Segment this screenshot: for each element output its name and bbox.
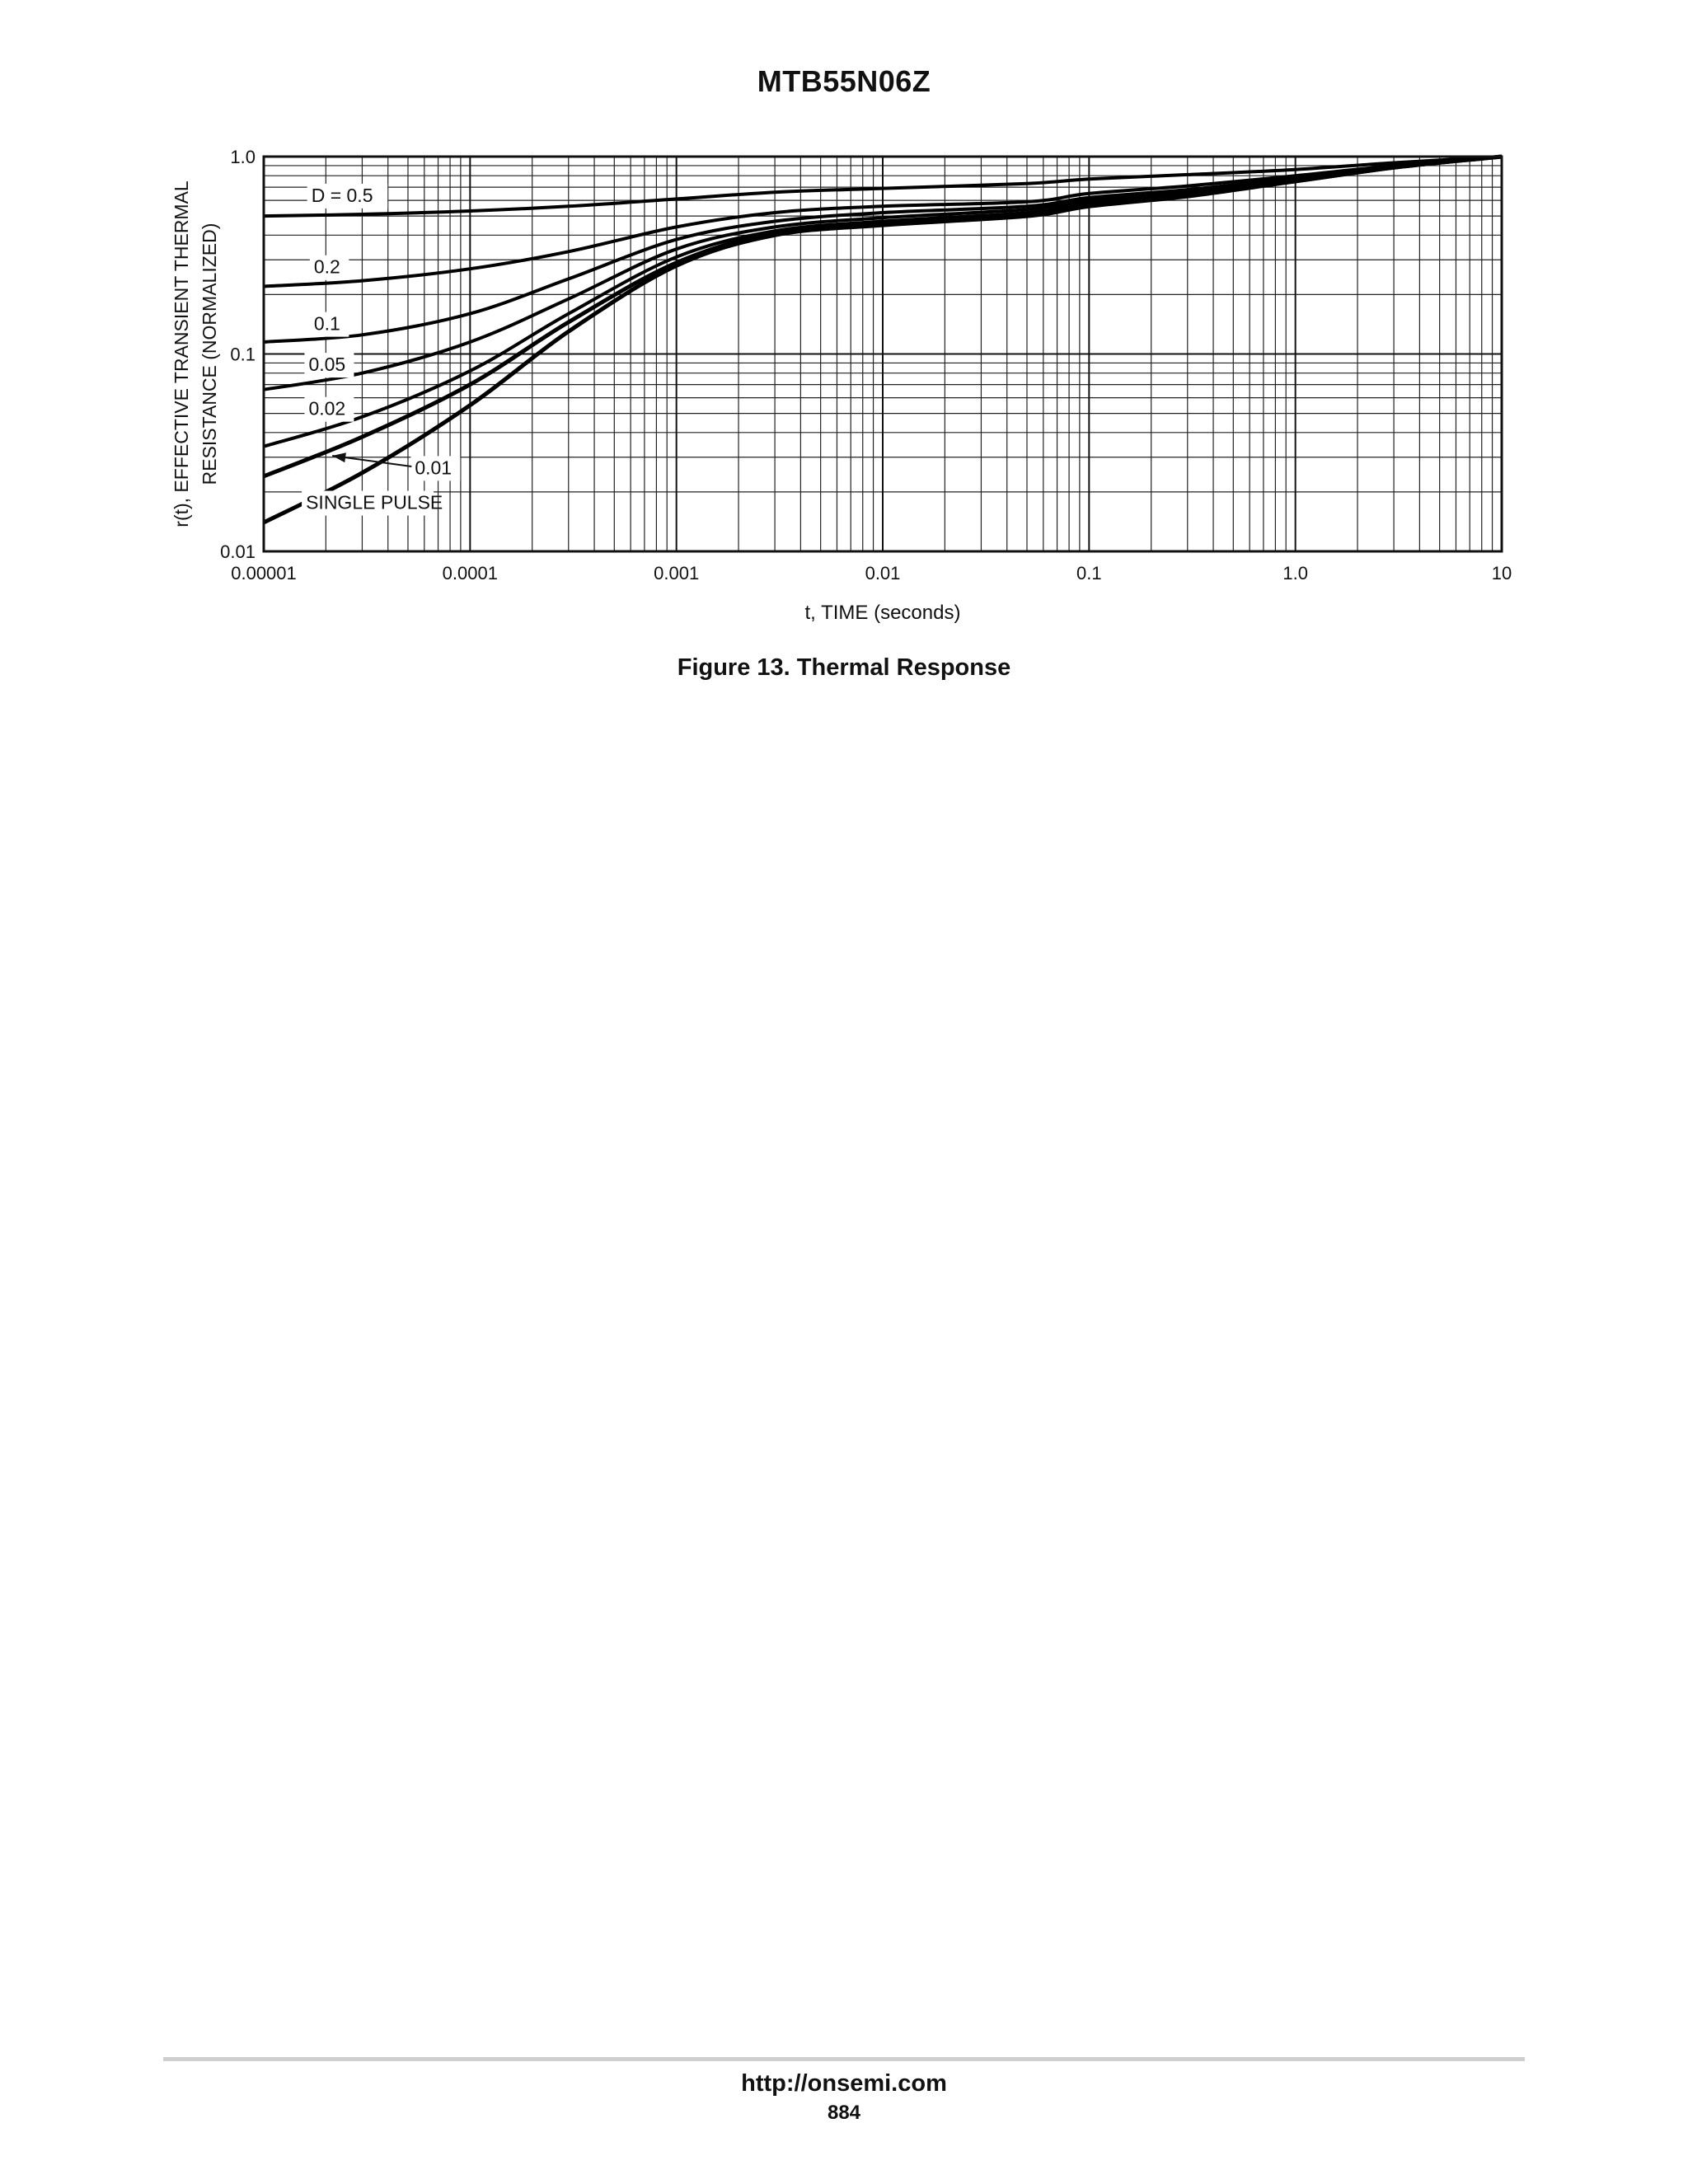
curve-label-0.05: 0.05: [308, 354, 346, 376]
y-tick-label: 1.0: [230, 147, 256, 167]
x-tick-label: 0.001: [654, 563, 700, 583]
curve-label-0.2: 0.2: [313, 255, 340, 278]
thermal-response-chart: [0, 0, 1688, 659]
x-axis-label: t, TIME (seconds): [804, 602, 961, 624]
x-tick-label: 10: [1491, 563, 1512, 583]
x-tick-label: 0.0001: [442, 563, 498, 583]
y-axis-label-line-2: RESISTANCE (NORMALIZED): [199, 223, 220, 485]
x-tick-label: 1.0: [1282, 563, 1308, 583]
footer-url: http://onsemi.com: [741, 2070, 947, 2097]
curve-label-0.01: 0.01: [415, 457, 452, 479]
curve-label-0.02: 0.02: [308, 397, 346, 419]
curve-label-0.1: 0.1: [313, 312, 340, 335]
x-tick-label: 0.1: [1076, 563, 1102, 583]
y-axis-label-line-1: r(t), EFFECTIVE TRANSIENT THERMAL: [171, 180, 192, 527]
x-tick-label: 0.01: [865, 563, 901, 583]
curve-label-single-pulse: SINGLE PULSE: [306, 491, 443, 513]
page-title: MTB55N06Z: [757, 64, 931, 98]
y-tick-label: 0.1: [230, 344, 256, 365]
footer-divider: [163, 2057, 1525, 2061]
curve-label-d-0.5: D = 0.5: [311, 184, 373, 206]
page-number: 884: [827, 2102, 861, 2124]
x-tick-label: 0.00001: [231, 563, 297, 583]
y-tick-label: 0.01: [220, 541, 256, 562]
figure-caption: Figure 13. Thermal Response: [677, 654, 1011, 681]
